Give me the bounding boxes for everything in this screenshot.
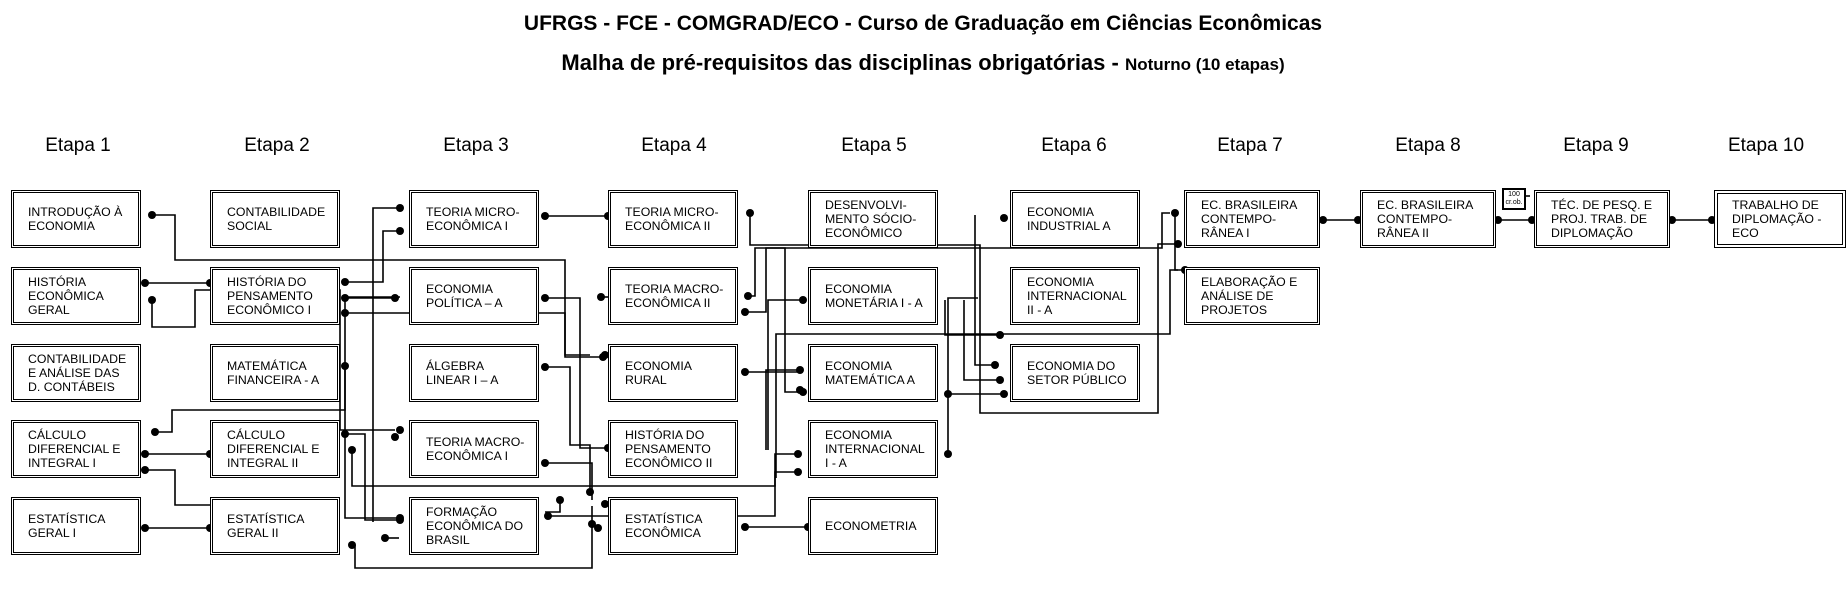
connector-dot bbox=[586, 488, 594, 496]
connector-line bbox=[766, 370, 800, 450]
course-box[interactable]: MATEMÁTICA FINANCEIRA - A bbox=[210, 344, 340, 402]
connector-dot bbox=[348, 541, 356, 549]
stage-heading-4: Etapa 4 bbox=[641, 135, 707, 156]
connector-dot bbox=[396, 516, 404, 524]
connector-dot bbox=[588, 520, 596, 528]
course-box[interactable]: TRABALHO DE DIPLOMAÇÃO - ECO bbox=[1714, 190, 1846, 248]
connector-dot bbox=[599, 353, 607, 361]
course-box[interactable]: ESTATÍSTICA GERAL II bbox=[210, 497, 340, 555]
course-box[interactable]: TEORIA MACRO-ECONÔMICA I bbox=[409, 420, 539, 478]
course-box[interactable]: DESENVOLVI-MENTO SÓCIO-ECONÔMICO bbox=[808, 190, 938, 248]
stage-heading-8: Etapa 8 bbox=[1395, 135, 1461, 156]
stage-heading-1: Etapa 1 bbox=[45, 135, 111, 156]
course-box[interactable]: ECONOMIA INTERNACIONAL I - A bbox=[808, 420, 938, 478]
connector-dot bbox=[341, 278, 349, 286]
course-box[interactable]: FORMAÇÃO ECONÔMICA DO BRASIL bbox=[409, 497, 539, 555]
stage-heading-2: Etapa 2 bbox=[244, 135, 310, 156]
connector-dot bbox=[141, 524, 149, 532]
stage-heading-3: Etapa 3 bbox=[443, 135, 509, 156]
connector-dot bbox=[744, 292, 752, 300]
course-box[interactable]: TEORIA MACRO-ECONÔMICA II bbox=[608, 267, 738, 325]
course-box[interactable]: HISTÓRIA DO PENSAMENTO ECONÔMICO II bbox=[608, 420, 738, 478]
connector-line bbox=[975, 215, 995, 365]
connector-dot bbox=[391, 433, 399, 441]
course-box[interactable]: ECONOMETRIA bbox=[808, 497, 938, 555]
course-box[interactable]: ECONOMIA RURAL bbox=[608, 344, 738, 402]
stage-heading-10: Etapa 10 bbox=[1727, 135, 1805, 156]
connector-dot bbox=[348, 446, 356, 454]
page-title: UFRGS - FCE - COMGRAD/ECO - Curso de Graduação em Ciências Econômicas bbox=[523, 12, 1323, 35]
connector-dot bbox=[796, 366, 804, 374]
stage-heading-7: Etapa 7 bbox=[1217, 135, 1283, 156]
stage-heading-5: Etapa 5 bbox=[841, 135, 907, 156]
connector-dot bbox=[996, 376, 1004, 384]
connector-dot bbox=[544, 512, 552, 520]
connector-dot bbox=[141, 450, 149, 458]
connector-dot bbox=[396, 204, 404, 212]
connector-dot bbox=[746, 209, 754, 217]
course-box[interactable]: ELABORAÇÃO E ANÁLISE DE PROJETOS bbox=[1184, 267, 1320, 325]
course-box[interactable]: ÁLGEBRA LINEAR I – A bbox=[409, 344, 539, 402]
course-box[interactable]: ECONOMIA POLÍTICA – A bbox=[409, 267, 539, 325]
connector-dot bbox=[391, 294, 399, 302]
connector-dot bbox=[381, 534, 389, 542]
course-box[interactable]: ECONOMIA DO SETOR PÚBLICO bbox=[1010, 344, 1140, 402]
connector-line bbox=[373, 208, 400, 522]
connector-dot bbox=[741, 368, 749, 376]
course-box[interactable]: ECONOMIA MATEMÁTICA A bbox=[808, 344, 938, 402]
connector-dot bbox=[1174, 240, 1182, 248]
connector-dot bbox=[944, 390, 952, 398]
connector-dot bbox=[1171, 209, 1179, 217]
connector-dot bbox=[1319, 216, 1327, 224]
connector-dot bbox=[1000, 390, 1008, 398]
connector-dot bbox=[148, 211, 156, 219]
course-box[interactable]: CÁLCULO DIFERENCIAL E INTEGRAL I bbox=[11, 420, 141, 478]
course-box[interactable]: HISTÓRIA ECONÔMICA GERAL bbox=[11, 267, 141, 325]
stage-heading-9: Etapa 9 bbox=[1563, 135, 1629, 156]
course-box[interactable]: ECONOMIA MONETÁRIA I - A bbox=[808, 267, 938, 325]
connector-dot bbox=[151, 428, 159, 436]
connector-line bbox=[545, 463, 592, 500]
connector-dot bbox=[597, 293, 605, 301]
course-box[interactable]: HISTÓRIA DO PENSAMENTO ECONÔMICO I bbox=[210, 267, 340, 325]
connector-dot bbox=[799, 388, 807, 396]
connector-dot bbox=[541, 212, 549, 220]
connector-dot bbox=[341, 430, 349, 438]
course-box[interactable]: CÁLCULO DIFERENCIAL E INTEGRAL II bbox=[210, 420, 340, 478]
course-box[interactable]: EC. BRASILEIRA CONTEMPO-RÂNEA I bbox=[1184, 190, 1320, 248]
stage-heading-6: Etapa 6 bbox=[1041, 135, 1107, 156]
course-box[interactable]: ESTATÍSTICA ECONÔMICA bbox=[608, 497, 738, 555]
connector-dot bbox=[341, 309, 349, 317]
connector-line bbox=[545, 298, 605, 448]
course-box[interactable]: ESTATÍSTICA GERAL I bbox=[11, 497, 141, 555]
connector-line bbox=[948, 298, 978, 454]
course-box[interactable]: ECONOMIA INTERNACIONAL II - A bbox=[1010, 267, 1140, 325]
connector-line bbox=[545, 367, 590, 492]
course-box[interactable]: CONTABILIDADE SOCIAL bbox=[210, 190, 340, 248]
connector-dot bbox=[396, 426, 404, 434]
connector-dot bbox=[541, 363, 549, 371]
connector-dot bbox=[944, 450, 952, 458]
connector-dot bbox=[148, 296, 156, 304]
connector-dot bbox=[396, 227, 404, 235]
connector-dot bbox=[741, 308, 749, 316]
connector-dot bbox=[1000, 214, 1008, 222]
subtitle-main: Malha de pré-requisitos das disciplinas obrigatórias - bbox=[561, 50, 1119, 75]
connector-dot bbox=[341, 294, 349, 302]
course-box[interactable]: EC. BRASILEIRA CONTEMPO-RÂNEA II bbox=[1360, 190, 1496, 248]
course-box[interactable]: TÉC. DE PESQ. E PROJ. TRAB. DE DIPLOMAÇÃO bbox=[1534, 190, 1670, 248]
course-box[interactable]: CONTABILIDADE E ANÁLISE DAS D. CONTÁBEIS bbox=[11, 344, 141, 402]
course-box[interactable]: ECONOMIA INDUSTRIAL A bbox=[1010, 190, 1140, 248]
course-box[interactable]: TEORIA MICRO-ECONÔMICA I bbox=[409, 190, 539, 248]
connector-dot bbox=[794, 450, 802, 458]
connector-dot bbox=[799, 296, 807, 304]
connector-dot bbox=[991, 361, 999, 369]
connector-dot bbox=[141, 466, 149, 474]
course-box[interactable]: INTRODUÇÃO À ECONOMIA bbox=[11, 190, 141, 248]
connector-dot bbox=[541, 294, 549, 302]
course-box[interactable]: TEORIA MICRO-ECONÔMICA II bbox=[608, 190, 738, 248]
credit-requirement-badge: 100 cr.ob. bbox=[1502, 188, 1526, 210]
connector-dot bbox=[794, 468, 802, 476]
connector-line bbox=[145, 470, 210, 505]
connector-dot bbox=[541, 459, 549, 467]
connector-line bbox=[945, 300, 1000, 335]
connector-dot bbox=[996, 331, 1004, 339]
connector-dot bbox=[741, 523, 749, 531]
connector-dot bbox=[141, 279, 149, 287]
connector-dot bbox=[341, 362, 349, 370]
connector-dot bbox=[556, 496, 564, 504]
subtitle-shift: Noturno (10 etapas) bbox=[1124, 55, 1285, 74]
